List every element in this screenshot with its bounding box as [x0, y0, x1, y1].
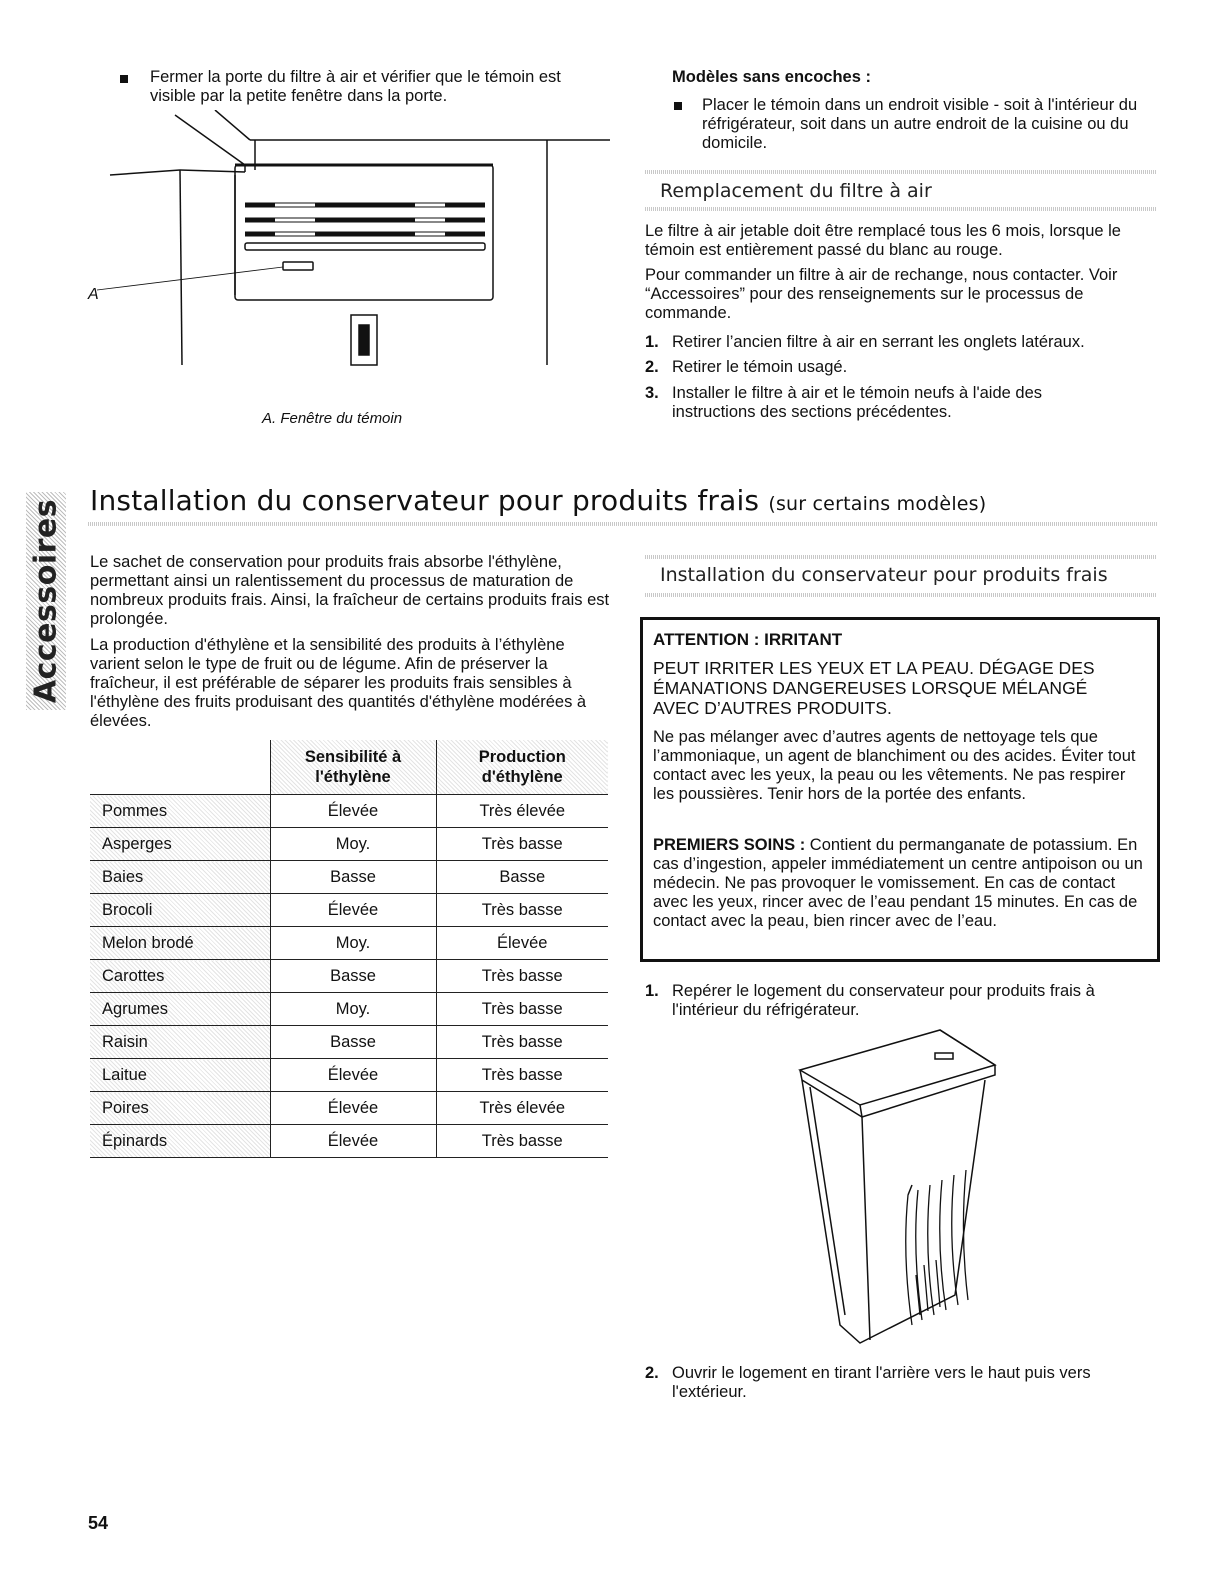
row-sensitivity: Moy. — [270, 993, 436, 1026]
section-title-install-crisper: Installation du conservateur pour produits frais — [660, 564, 1108, 586]
first-aid-label: PREMIERS SOINS : — [653, 836, 806, 854]
air-filter-window-illustration — [85, 110, 615, 410]
step-1-number: 1. — [645, 333, 659, 351]
crisper-step-2-number: 2. — [645, 1364, 659, 1382]
main-heading-rule — [88, 522, 1158, 526]
bullet-text-close-door: Fermer la porte du filtre à air et vérifier que le témoin est visible par la petite fenêtre dans la porte. — [150, 68, 561, 105]
row-production: Très basse — [436, 993, 608, 1026]
table-row — [90, 1125, 608, 1158]
row-produce-name: Pommes — [90, 795, 270, 828]
row-production: Très élevée — [436, 795, 608, 828]
crisper-step-1-number: 1. — [645, 982, 659, 1000]
step-2-text: Retirer le témoin usagé. — [672, 358, 848, 376]
bullet-icon — [674, 102, 682, 110]
bullet-text-place-indicator: Placer le témoin dans un endroit visible - soit à l'intérieur du réfrigérateur, soit dans un autre endroit de la cuisine ou du domicile. — [702, 96, 1138, 152]
header-sensitivity: Sensibilité à l'éthylène — [270, 740, 436, 795]
main-heading-suffix: (sur certains modèles) — [768, 493, 987, 515]
row-sensitivity: Élevée — [270, 795, 436, 828]
row-produce-name: Asperges — [90, 828, 270, 861]
main-heading — [90, 484, 986, 517]
figure-caption: A. Fenêtre du témoin — [262, 410, 403, 427]
row-sensitivity: Basse — [270, 960, 436, 993]
warning-paragraph: Ne pas mélanger avec d’autres agents de nettoyage tels que l’ammoniaque, un agent de blanchiment ou des acides. Éviter tout contact avec les yeux, la peau ou les vêtements. Ne pas respirer les poussières. Tenir hors de la portée des enfants. — [653, 728, 1136, 803]
row-sensitivity: Élevée — [270, 1092, 436, 1125]
row-produce-name: Melon brodé — [90, 927, 270, 960]
row-produce-name: Agrumes — [90, 993, 270, 1026]
row-production: Très basse — [436, 1026, 608, 1059]
step-2-number: 2. — [645, 358, 659, 376]
row-production: Très basse — [436, 1125, 608, 1158]
crisper-step-1-text: Repérer le logement du conservateur pour produits frais à l'intérieur du réfrigérateur. — [672, 982, 1095, 1019]
section-rule — [645, 593, 1157, 597]
row-production: Très élevée — [436, 1092, 608, 1125]
step-3-text: Installer le filtre à air et le témoin neufs à l'aide des instructions des sections précédentes. — [672, 384, 1043, 421]
row-sensitivity: Moy. — [270, 927, 436, 960]
row-sensitivity: Élevée — [270, 1125, 436, 1158]
row-produce-name: Raisin — [90, 1026, 270, 1059]
step-3-number: 3. — [645, 384, 659, 402]
table-row — [90, 960, 608, 993]
side-tab — [26, 492, 66, 710]
crisper-housing-illustration — [790, 1025, 1010, 1355]
main-heading-title: Installation du conservateur pour produits frais — [90, 484, 760, 517]
table-row — [90, 1059, 608, 1092]
table-row — [90, 993, 608, 1026]
table-row — [90, 861, 608, 894]
page-number: 54 — [88, 1513, 109, 1533]
step-1-text: Retirer l’ancien filtre à air en serrant les onglets latéraux. — [672, 333, 1085, 351]
table-row — [90, 1092, 608, 1125]
ethylene-table — [90, 740, 608, 1158]
table-header-row — [90, 740, 608, 795]
row-produce-name: Baies — [90, 861, 270, 894]
header-production: Production d'éthylène — [436, 740, 608, 795]
models-without-notches-heading: Modèles sans encoches : — [672, 68, 871, 86]
row-produce-name: Brocoli — [90, 894, 270, 927]
table-row — [90, 894, 608, 927]
table-row — [90, 828, 608, 861]
table-row — [90, 1026, 608, 1059]
section-title-replace-filter: Remplacement du filtre à air — [660, 180, 932, 202]
row-produce-name: Poires — [90, 1092, 270, 1125]
row-sensitivity: Élevée — [270, 1059, 436, 1092]
row-sensitivity: Moy. — [270, 828, 436, 861]
section-rule — [645, 170, 1157, 174]
intro-para-1: Le sachet de conservation pour produits frais absorbe l'éthylène, permettant ainsi un ralentissement du processus de maturation de nombreux produits frais. Ainsi, la fraîcheur de certains produits frais est prolongée. — [90, 553, 610, 628]
first-aid-body: Contient du permanganate de potassium. En cas d’ingestion, appeler immédiatement un centre antipoison ou un médecin. Ne pas provoquer le vomissement. En cas de contact avec les yeux, rincer avec de l’eau pendant 15 minutes. En cas de contact avec la peau, bien rincer avec de l’eau. — [653, 836, 1143, 930]
warning-title: ATTENTION : IRRITANT — [653, 630, 843, 649]
first-aid-text — [653, 836, 1143, 931]
intro-para-2: La production d'éthylène et la sensibilité des produits à l’éthylène varient selon le type de fruit ou de légume. Afin de préserver la fraîcheur, il est préférable de séparer les produits frais sensibles à l'éthylène des fruits produisant des quantités d'éthylène modérées à élevées. — [90, 636, 587, 730]
row-production: Très basse — [436, 894, 608, 927]
side-tab-label: Accessoires — [28, 498, 64, 704]
warning-caps-text: PEUT IRRITER LES YEUX ET LA PEAU. DÉGAGE DES ÉMANATIONS DANGEREUSES LORSQUE MÉLANGÉ AVEC D’AUTRES PRODUITS. — [653, 658, 1095, 718]
callout-label-a: A — [88, 286, 99, 303]
row-sensitivity: Basse — [270, 861, 436, 894]
replace-para-2: Pour commander un filtre à air de rechange, nous contacter. Voir “Accessoires” pour des renseignements sur le processus de commande. — [645, 266, 1118, 322]
row-production: Élevée — [436, 927, 608, 960]
bullet-icon — [120, 75, 128, 83]
row-production: Très basse — [436, 828, 608, 861]
row-produce-name: Épinards — [90, 1125, 270, 1158]
row-production: Très basse — [436, 1059, 608, 1092]
section-rule — [645, 555, 1157, 559]
row-produce-name: Laitue — [90, 1059, 270, 1092]
row-sensitivity: Élevée — [270, 894, 436, 927]
row-production: Basse — [436, 861, 608, 894]
row-sensitivity: Basse — [270, 1026, 436, 1059]
section-rule — [645, 207, 1157, 211]
warning-box — [640, 617, 1160, 962]
row-produce-name: Carottes — [90, 960, 270, 993]
crisper-step-2-text: Ouvrir le logement en tirant l'arrière vers le haut puis vers l'extérieur. — [672, 1364, 1091, 1401]
row-production: Très basse — [436, 960, 608, 993]
replace-para-1: Le filtre à air jetable doit être remplacé tous les 6 mois, lorsque le témoin est entièrement passé du blanc au rouge. — [645, 222, 1121, 259]
table-row — [90, 927, 608, 960]
table-row — [90, 795, 608, 828]
